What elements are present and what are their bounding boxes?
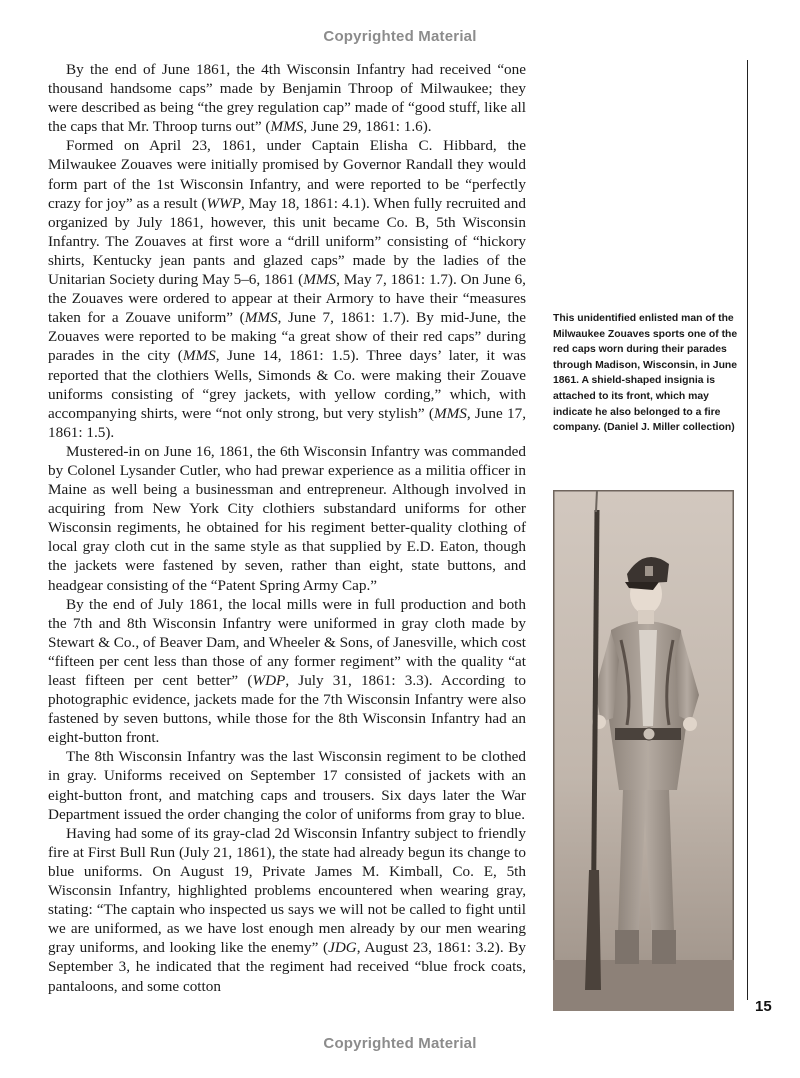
paragraph-text: Mustered-in on June 16, 1861, the 6th Wisconsin Infantry was commanded by Colonel Lysander Cutler, who had prewar experience as a militia officer in Maine as well being a businessman and entrepreneur. Although involved in acquiring from New York City clothiers substandard uniforms for other Wisconsin regiments, he obtained for his regiment better-quality clothing of local gray cloth cut in the same style as that supplied by E.D. Eaton, though the jackets were fastened by seven, rather than eight, state buttons, and headgear consisting of the “Patent Spring Army Cap.” [48,442,526,594]
paragraph-text: By the end of June 1861, the 4th Wisconsin Infantry had received “one thousand handsome caps” made by Benjamin Throop of Milwaukee; they were described as being “the grey regulation cap” made of “good stuff, like all the caps that Mr. Throop turns out” ( [48,61,526,136]
paragraph-text: , June 14, 1861: 1.5). Three days’ later, it was reported that the clothiers Wells, Simonds & Co. were making their Zouave uniforms consisting of “grey jackets, with yellow cording,” which, with accompanying shirts, were “not only strong, but very stylish” ( [48,347,527,422]
citation-source: JDG [328,939,357,957]
photo-caption: This unidentified enlisted man of the Milwaukee Zouaves sports one of the red caps worn during their parades through Madison, Wisconsin, in June 1861. A shield-shaped insignia is attached to its front, which may indicate he also belonged to a fire company. (Daniel J. Miller collection) [553,313,738,434]
body-text [48,60,526,996]
paragraph-text: , May 18, 1861: 4.1). When fully recruited and organized by July 1861, however, this unit became Co. B, 5th Wisconsin Infantry. The Zouaves at first wore a “drill uniform” consisting of “hickory shirts, Kentucky jean pants and glazed caps” made by the ladies of the Unitarian Society during May 5–6, 1861 ( [48,194,526,289]
paragraph-text: By the end of July 1861, the local mills were in full production and both the 7th and 8th Wisconsin Infantry were uniformed in gray cloth made by Stewart & Co., of Beaver Dam, and Wheeler & Sons, of Janesville, which cost “fifteen per cent less than those of any former regiment” with the quality “at least fifteen per cent better” ( [48,595,527,689]
body-paragraph [48,136,526,442]
paragraph-text: , June 7, 1861: 1.7). By mid-June, the Zouaves were reported to be making “a great show of their red caps” during parades in the city ( [48,309,526,365]
body-paragraph [48,747,526,823]
citation-source: WWP [206,194,242,212]
copyright-watermark-bottom: Copyrighted Material [323,1035,477,1052]
paragraph-text: , June 29, 1861: 1.6). [303,118,432,136]
citation-source: WDP [252,672,286,689]
citation-source: MMS [433,404,467,422]
page-number: 15 [755,998,772,1015]
paragraph-text: , July 31, 1861: 3.3). According to photographic evidence, jackets made for the 7th Wisconsin Infantry were also fastened by seven buttons, while those for the 8th Wisconsin Infantry had an eight-button front. [48,672,527,747]
zouave-soldier-photo [553,490,734,1011]
column-rule [747,60,748,1000]
paragraph-text: , August 23, 1861: 3.2). By September 3, he indicated that the regiment had received “blue frock coats, pantaloons, and some cotton [48,939,526,995]
body-paragraph [48,442,526,595]
citation-source: MMS [303,271,337,289]
citation-source: MMS [182,347,216,365]
paragraph-text: , June 17, 1861: 1.5). [48,404,526,441]
body-paragraph [48,824,526,996]
paragraph-text: Having had some of its gray-clad 2d Wisconsin Infantry subject to friendly fire at First Bull Run (July 21, 1861), the state had already begun its change to blue uniforms. On August 19, Private James M. Kimball, Co. E, 5th Wisconsin Infantry, highlighted problems encountered when wearing gray, stating: “The captain who inspected us says we will not be called to fight until we are uniformed, as we have lost enough men already by our men wearing gray uniforms, and looking like the enemy” ( [48,824,526,957]
paragraph-text: The 8th Wisconsin Infantry was the last Wisconsin regiment to be clothed in gray. Uniforms received on September 17 consisted of jackets with an eight-button front, and matching caps and trousers. Six days later the War Department issued the order changing the color of uniforms from gray to blue. [48,748,526,823]
citation-source: MMS [244,309,278,327]
body-paragraph [48,595,526,748]
paragraph-text: , May 7, 1861: 1.7). On June 6, the Zouaves were ordered to appear at their Armory to have their “measures taken for a Zouave uniform” ( [48,271,526,327]
paragraph-text: Formed on April 23, 1861, under Captain Elisha C. Hibbard, the Milwaukee Zouaves were initially promised by Governor Randall they would form part of the 1st Wisconsin Infantry, and were reported to be “perfectly crazy for joy” as a result ( [48,137,526,212]
body-paragraph [48,60,526,136]
citation-source: MMS [270,118,304,136]
copyright-watermark-top: Copyrighted Material [323,28,477,45]
